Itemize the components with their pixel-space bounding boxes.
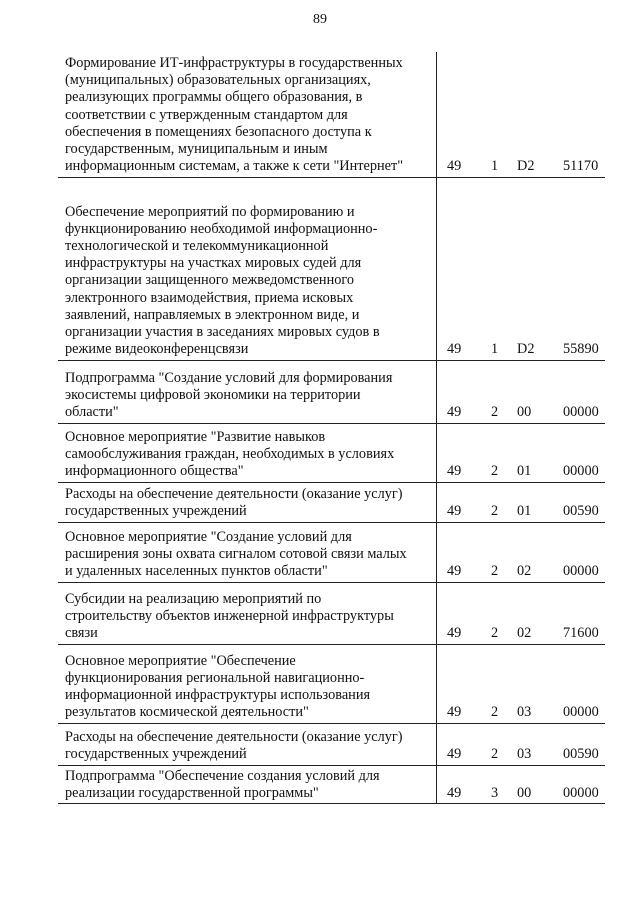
- code-activity: D2: [513, 52, 563, 177]
- row-description: Подпрограмма "Обеспечение создания условий для реализации государственной программы": [58, 765, 437, 803]
- code-program: 49: [437, 644, 492, 723]
- page-number: 89: [313, 12, 327, 27]
- code-subprogram: 2: [491, 522, 513, 582]
- code-subprogram: 2: [491, 423, 513, 482]
- code-activity: 01: [513, 423, 563, 482]
- code-program: 49: [437, 723, 492, 765]
- table-row: [58, 177, 605, 360]
- table-row: [58, 482, 605, 522]
- row-description: Субсидии на реализацию мероприятий по строительству объектов инженерной инфраструктуры связи: [58, 582, 437, 644]
- budget-table: [58, 52, 605, 804]
- code-program: 49: [437, 360, 492, 423]
- code-program: 49: [437, 482, 492, 522]
- code-program: 49: [437, 423, 492, 482]
- table-row: [58, 52, 605, 177]
- row-description: Основное мероприятие "Создание условий для расширения зоны охвата сигналом сотовой связи малых и удаленных населенных пунктов области": [58, 522, 437, 582]
- table-row: [58, 765, 605, 803]
- code-activity: 00: [513, 765, 563, 803]
- table-row: [58, 360, 605, 423]
- code-subprogram: 2: [491, 582, 513, 644]
- table-row: [58, 423, 605, 482]
- code-subprogram: 2: [491, 644, 513, 723]
- code-direction: 00000: [563, 423, 605, 482]
- code-subprogram: 2: [491, 360, 513, 423]
- code-direction: 00000: [563, 522, 605, 582]
- code-direction: 55890: [563, 177, 605, 360]
- code-activity: 02: [513, 582, 563, 644]
- code-program: 49: [437, 582, 492, 644]
- row-description: Расходы на обеспечение деятельности (оказание услуг) государственных учреждений: [58, 482, 437, 522]
- code-program: 49: [437, 177, 492, 360]
- code-direction: 00590: [563, 482, 605, 522]
- code-activity: 03: [513, 723, 563, 765]
- code-subprogram: 3: [491, 765, 513, 803]
- code-subprogram: 1: [491, 177, 513, 360]
- code-direction: 71600: [563, 582, 605, 644]
- table-row: [58, 723, 605, 765]
- code-direction: 00000: [563, 644, 605, 723]
- table-row: [58, 644, 605, 723]
- code-activity: D2: [513, 177, 563, 360]
- code-direction: 00000: [563, 360, 605, 423]
- code-program: 49: [437, 765, 492, 803]
- code-subprogram: 2: [491, 482, 513, 522]
- code-direction: 51170: [563, 52, 605, 177]
- code-activity: 03: [513, 644, 563, 723]
- code-activity: 02: [513, 522, 563, 582]
- code-program: 49: [437, 522, 492, 582]
- code-direction: 00000: [563, 765, 605, 803]
- code-program: 49: [437, 52, 492, 177]
- code-activity: 00: [513, 360, 563, 423]
- row-description: Основное мероприятие "Обеспечение функционирования региональной навигационно- информационной инфраструктуры использования результатов космической деятельности": [58, 644, 437, 723]
- code-subprogram: 2: [491, 723, 513, 765]
- code-activity: 01: [513, 482, 563, 522]
- table-row: [58, 522, 605, 582]
- row-description: Обеспечение мероприятий по формированию и функционированию необходимой информационно- технологической и телекоммуникационной инфраструктуры на участках мировых судей для организации защищенного межведомственного электронного взаимодействия, приема исковых заявлений, направляемых в электронном виде, и организации участия в заседаниях мировых судов в режиме видеоконференцсвязи: [58, 177, 437, 360]
- row-description: Основное мероприятие "Развитие навыков самообслуживания граждан, необходимых в условиях информационного общества": [58, 423, 437, 482]
- code-subprogram: 1: [491, 52, 513, 177]
- code-direction: 00590: [563, 723, 605, 765]
- row-description: Подпрограмма "Создание условий для формирования экосистемы цифровой экономики на территории области": [58, 360, 437, 423]
- table-row: [58, 582, 605, 644]
- row-description: Формирование ИТ-инфраструктуры в государственных (муниципальных) образовательных организациях, реализующих программы общего образования, в соответствии с утвержденным стандартом для обеспечения в помещениях безопасного доступа к государственным, муниципальным и иным информационным системам, а также к сети "Интернет": [58, 52, 437, 177]
- row-description: Расходы на обеспечение деятельности (оказание услуг) государственных учреждений: [58, 723, 437, 765]
